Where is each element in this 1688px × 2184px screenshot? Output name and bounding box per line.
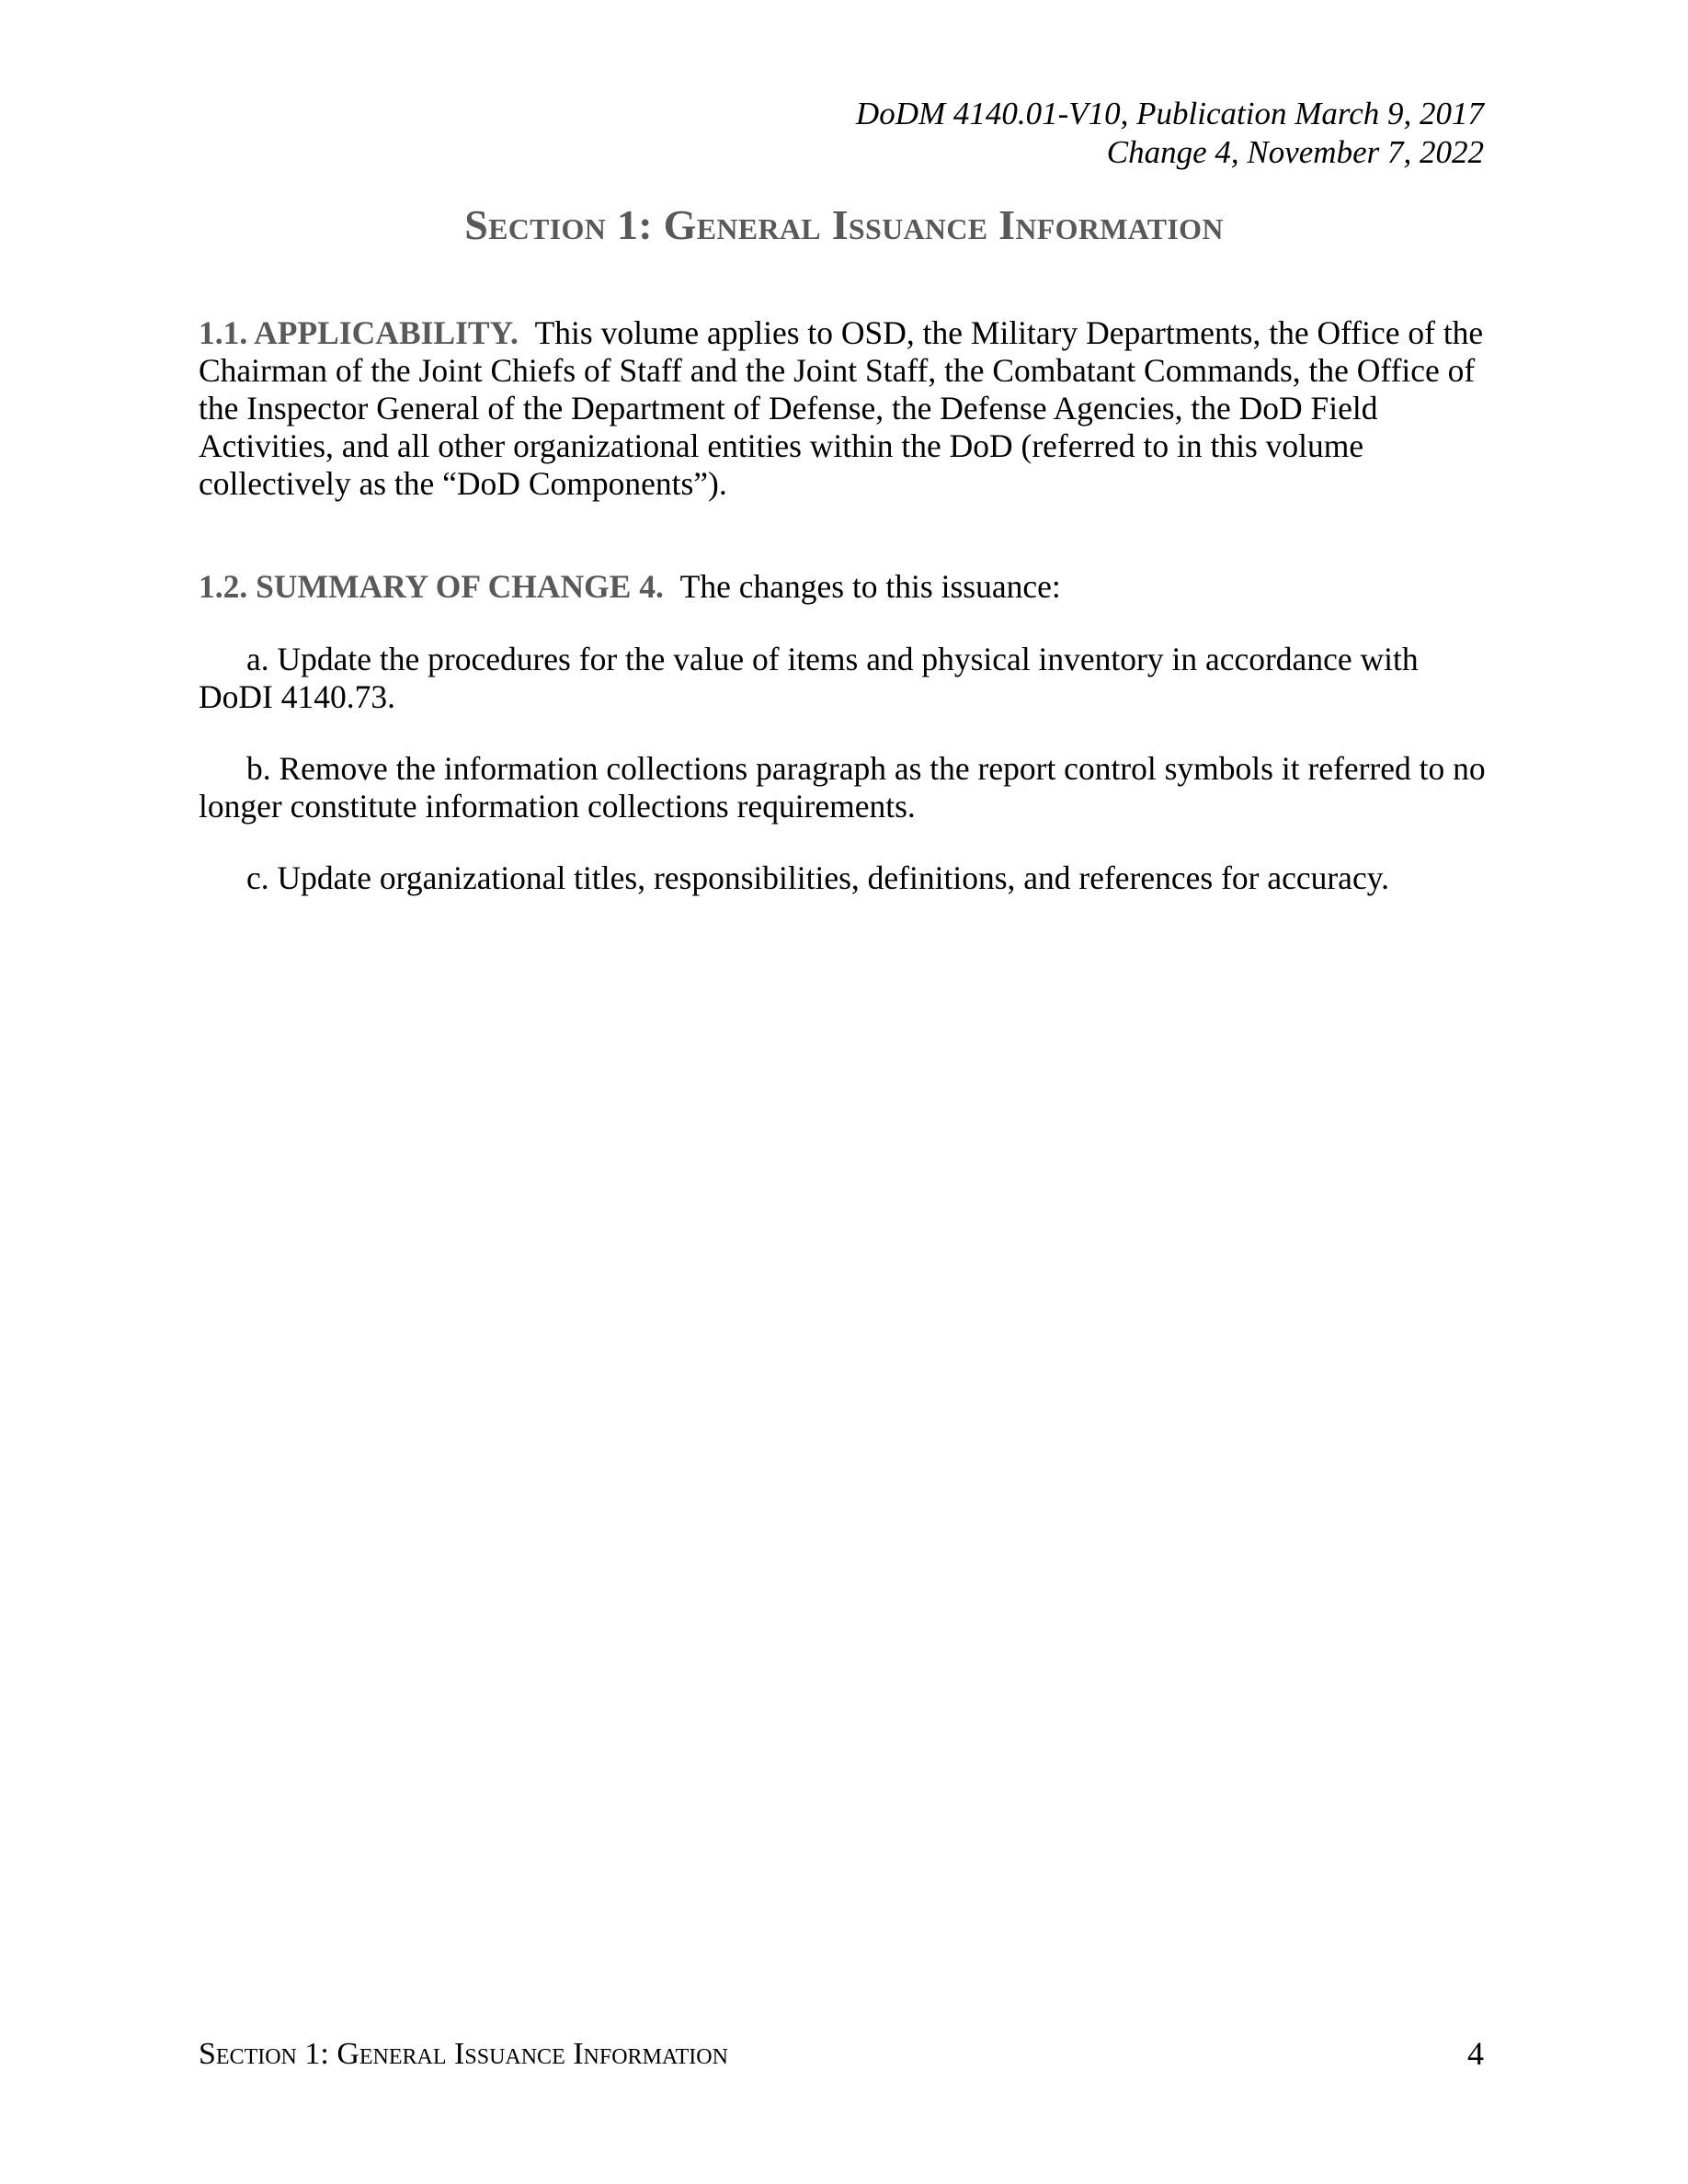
- footer-section-label: Section 1: General Issuance Information: [199, 2037, 728, 2071]
- summary-item-b: b. Remove the information collections paragraph as the report control symbols it referred to no longer constitute information collections requirements.: [199, 750, 1486, 825]
- applicability-heading: 1.1. APPLICABILITY.: [199, 314, 519, 351]
- header-publication-line: DoDM 4140.01-V10, Publication March 9, 2017: [855, 96, 1484, 131]
- applicability-paragraph: [199, 314, 1495, 503]
- footer-page-number: 4: [1467, 2035, 1484, 2072]
- summary-heading: 1.2. SUMMARY OF CHANGE 4.: [199, 568, 664, 605]
- header-change-line: Change 4, November 7, 2022: [1106, 134, 1484, 170]
- document-header: [856, 95, 1484, 172]
- section-title: Section 1: General Issuance Information: [464, 201, 1224, 248]
- summary-item-a: a. Update the procedures for the value of items and physical inventory in accordance with DoDI 4140.73.: [199, 641, 1419, 715]
- summary-text: The changes to this issuance:: [679, 568, 1061, 605]
- applicability-text: This volume applies to OSD, the Military Departments, the Office of the Chairman of the Joint Chiefs of Staff and the Joint Staff, the Combatant Commands, the Office of the Inspector General of the Department of Defense, the Defense Agencies, the DoD Field Activities, and all other organizational entities within the DoD (referred to in this volume collectively as the “DoD Components”).: [199, 314, 1484, 502]
- summary-item-c: c. Update organizational titles, responsibilities, definitions, and references for accuracy.: [246, 859, 1390, 896]
- summary-paragraph: [199, 568, 1495, 606]
